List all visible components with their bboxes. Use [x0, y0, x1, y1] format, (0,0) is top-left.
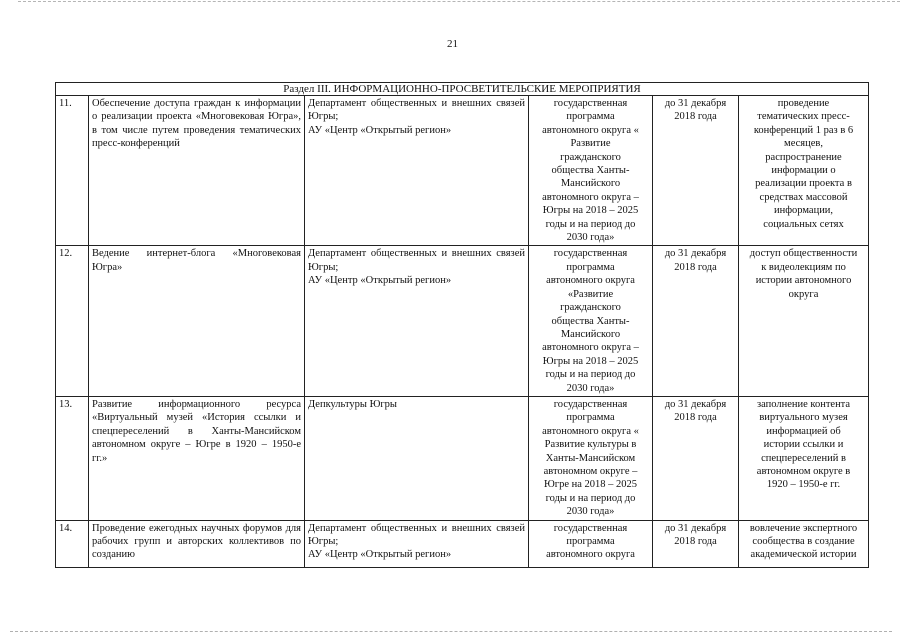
- funding-program: государственная программа автономного округа «Развитие гражданского общества Ханты- Мансийского автономного округа – Югры на 2018 – 2025 годы и на период до 2030 года»: [529, 246, 653, 396]
- table-row: [56, 246, 869, 396]
- activity-name: Ведение интернет-блога «Многовековая Югра»: [89, 246, 305, 396]
- deadline: до 31 декабря 2018 года: [653, 396, 739, 520]
- funding-program: государственная программа автономного округа « Развитие культуры в Ханты-Мансийском автономном округе – Югре на 2018 – 2025 годы и на период до 2030 года»: [529, 396, 653, 520]
- activity-name: Проведение ежегодных научных форумов для рабочих групп и авторских коллективов по созданию: [89, 520, 305, 567]
- expected-result: вовлечение экспертного сообщества в создание академической истории: [739, 520, 869, 567]
- responsible-executor: Депкультуры Югры: [305, 396, 529, 520]
- table-row: [56, 96, 869, 246]
- table-row: [56, 520, 869, 567]
- row-number: 12.: [56, 246, 89, 396]
- section-title: Раздел III. ИНФОРМАЦИОННО-ПРОСВЕТИТЕЛЬСКИЕ МЕРОПРИЯТИЯ: [56, 83, 869, 96]
- deadline: до 31 декабря 2018 года: [653, 520, 739, 567]
- responsible-executor: Департамент общественных и внешних связей Югры; АУ «Центр «Открытый регион»: [305, 96, 529, 246]
- activity-name: Развитие информационного ресурса «Виртуальный музей «История ссылки и спецпереселений в Ханты-Мансийском автономном округе – Югре в 1920 – 1950-е гг.»: [89, 396, 305, 520]
- funding-program: государственная программа автономного округа: [529, 520, 653, 567]
- expected-result: проведение тематических пресс- конференций 1 раз в 6 месяцев, распространение информации о реализации проекта в средствах массовой информации, социальных сетях: [739, 96, 869, 246]
- row-number: 11.: [56, 96, 89, 246]
- expected-result: доступ общественности к видеолекциям по истории автономного округа: [739, 246, 869, 396]
- deadline: до 31 декабря 2018 года: [653, 246, 739, 396]
- section-header-row: [56, 83, 869, 96]
- row-number: 14.: [56, 520, 89, 567]
- responsible-executor: Департамент общественных и внешних связей Югры; АУ «Центр «Открытый регион»: [305, 520, 529, 567]
- activities-table: [55, 82, 869, 568]
- expected-result: заполнение контента виртуального музея информацией об истории ссылки и спецпереселений в автономном округе в 1920 – 1950-е гг.: [739, 396, 869, 520]
- responsible-executor: Департамент общественных и внешних связей Югры; АУ «Центр «Открытый регион»: [305, 246, 529, 396]
- funding-program: государственная программа автономного округа « Развитие гражданского общества Ханты- Мансийского автономного округа – Югры на 2018 – 2025 годы и на период до 2030 года»: [529, 96, 653, 246]
- page-number: 21: [447, 38, 458, 50]
- row-number: 13.: [56, 396, 89, 520]
- bottom-scan-rule: [10, 631, 892, 632]
- table-row: [56, 396, 869, 520]
- activity-name: Обеспечение доступа граждан к информации о реализации проекта «Многовековая Югра», в том числе путем проведения тематических пресс-конференций: [89, 96, 305, 246]
- top-scan-rule: [18, 1, 900, 2]
- deadline: до 31 декабря 2018 года: [653, 96, 739, 246]
